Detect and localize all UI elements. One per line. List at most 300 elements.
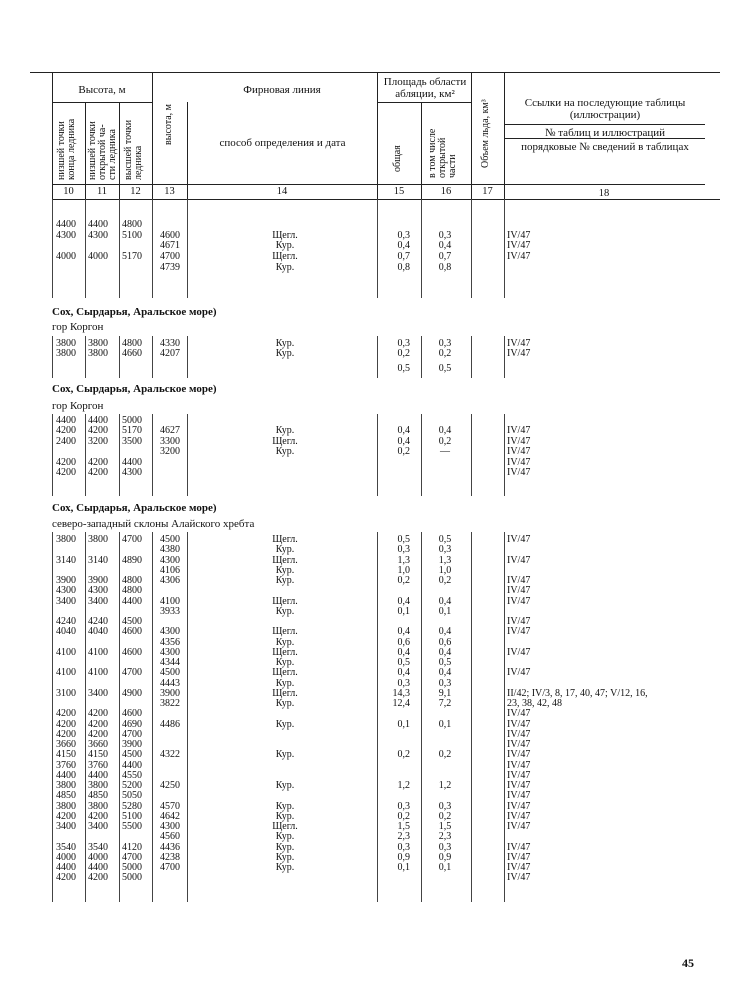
cell-d: 4600 [160, 230, 180, 241]
cell-d: 4330 [160, 338, 180, 349]
cell-e: Кур. [275, 544, 295, 556]
table-row [0, 761, 729, 771]
cell-c: 4800 [122, 585, 142, 597]
cell-d: 4106 [160, 564, 180, 576]
cell-e: Щегл. [272, 251, 298, 262]
cell-g: 1,2 [438, 780, 452, 791]
hdr-vl-5 [187, 102, 188, 199]
cell-b: 4400 [88, 219, 108, 230]
table-row [0, 822, 729, 832]
cell-c: 5000 [122, 862, 142, 873]
cell-c: 5000 [122, 872, 142, 884]
cell-a: 4200 [56, 728, 76, 740]
table-row [0, 576, 729, 586]
table-row [0, 853, 729, 863]
cell-h: IV/47 [507, 251, 531, 262]
cell-d: 4642 [160, 810, 180, 822]
cell-g: 1,3 [438, 554, 452, 566]
cell-e: Кур. [275, 698, 295, 709]
colnum-16: 16 [440, 186, 452, 197]
cell-f: 0,4 [397, 646, 410, 658]
cell-b: 4000 [88, 851, 108, 863]
header-firn: Фирновая линия [243, 84, 321, 96]
cell-h: IV/47 [507, 585, 531, 597]
cell-d: 3200 [160, 446, 180, 458]
header-col15: общая [392, 145, 403, 172]
cell-e: Кур. [275, 862, 295, 873]
cell-f: 14,3 [392, 687, 410, 699]
cell-h: IV/47 [507, 851, 531, 863]
cell-b: 4240 [88, 616, 108, 627]
cell-b: 4400 [88, 862, 108, 873]
cell-h: IV/47 [507, 718, 531, 730]
cell-b: 3800 [88, 800, 108, 812]
cell-a: 4300 [56, 230, 76, 241]
cell-h: IV/47 [507, 575, 531, 586]
cell-a: 4200 [56, 872, 76, 884]
cell-b: 4100 [88, 646, 108, 658]
cell-g: 0,4 [438, 646, 452, 658]
cell-h: IV/47 [507, 708, 531, 720]
cell-f: 2,3 [397, 831, 410, 843]
cell-f: 0,3 [397, 544, 410, 556]
cell-g: 7,2 [438, 698, 452, 709]
cell-a: 4200 [56, 718, 76, 730]
cell-f: 0,2 [397, 348, 410, 359]
header-method: способ определения и дата [219, 137, 346, 149]
table-row [0, 873, 729, 883]
table-row [0, 843, 729, 853]
cell-c: 5100 [122, 810, 142, 822]
cell-b: 3400 [88, 595, 108, 607]
cell-c: 5170 [122, 425, 142, 437]
colnum-12: 12 [130, 186, 141, 197]
cell-e: Щегл. [272, 687, 298, 699]
table-row [0, 566, 729, 576]
cell-e: Щегл. [272, 554, 298, 566]
cell-f: 1,2 [397, 780, 410, 791]
cell-a: 3900 [56, 575, 76, 586]
cell-g: 0,7 [438, 251, 452, 262]
cell-b: 3900 [88, 575, 108, 586]
cell-f: 0,6 [397, 636, 410, 648]
cell-c: 4800 [122, 575, 142, 586]
cell-g: 0,5 [438, 657, 452, 668]
table-row [0, 364, 729, 374]
cell-e: Кур. [275, 338, 295, 349]
cell-f: 0,4 [397, 626, 410, 638]
cell-h: IV/47 [507, 800, 531, 812]
table-row [0, 720, 729, 730]
cell-a: 3800 [56, 338, 76, 349]
cell-e: Кур. [275, 636, 295, 648]
cell-a: 4400 [56, 862, 76, 873]
cell-g: 0,2 [438, 348, 452, 359]
cell-f: 0,1 [397, 605, 410, 617]
cell-g: 2,3 [438, 831, 452, 843]
cell-h: IV/47 [507, 739, 531, 750]
table-row [0, 658, 729, 668]
cell-e: Щегл. [272, 534, 298, 545]
cell-b: 4300 [88, 585, 108, 597]
cell-g: 0,3 [438, 841, 452, 853]
cell-e: Щегл. [272, 230, 298, 241]
table-row [0, 771, 729, 781]
cell-f: 0,5 [397, 534, 410, 545]
cell-b: 4040 [88, 626, 108, 638]
cell-b: 3760 [88, 759, 108, 771]
cell-d: 4486 [160, 718, 180, 730]
cell-d: 4500 [160, 667, 180, 679]
table-row [0, 740, 729, 750]
cell-c: 4600 [122, 626, 142, 638]
header-area: Площадь области абляции, км² [383, 76, 467, 100]
cell-d: 3933 [160, 605, 180, 617]
cell-d: 4322 [160, 749, 180, 761]
table-row [0, 812, 729, 822]
cell-a: 4240 [56, 616, 76, 627]
table-row [0, 689, 729, 699]
cell-d: 4300 [160, 821, 180, 832]
cell-f: 0,4 [397, 240, 410, 251]
cell-a: 4200 [56, 456, 76, 468]
cell-d: 4700 [160, 251, 180, 262]
table-row [0, 617, 729, 627]
cell-d: 4443 [160, 677, 180, 689]
cell-b: 3800 [88, 780, 108, 791]
cell-c: 4550 [122, 769, 142, 781]
cell-e: Щегл. [272, 821, 298, 832]
table-row [0, 468, 729, 478]
cell-b: 4200 [88, 810, 108, 822]
cell-c: 5200 [122, 780, 142, 791]
cell-g: 0,2 [438, 435, 452, 447]
table-row [0, 781, 729, 791]
cell-b: 3400 [88, 821, 108, 832]
table-row [0, 437, 729, 447]
cell-b: 4850 [88, 790, 108, 802]
cell-e: Щегл. [272, 626, 298, 638]
cell-f: 0,4 [397, 425, 410, 437]
cell-c: 4800 [122, 338, 142, 349]
header-col13: высота, м [163, 103, 174, 145]
cell-a: 3660 [56, 739, 76, 750]
cell-c: 4400 [122, 456, 142, 468]
cell-h: IV/47 [507, 626, 531, 638]
cell-h: IV/47 [507, 821, 531, 832]
cell-g: 0,9 [438, 851, 452, 863]
section-2-title: Сох, Сырдарья, Аральское море) [52, 383, 217, 395]
cell-d: 4300 [160, 646, 180, 658]
cell-g: 0,4 [438, 626, 452, 638]
cell-f: 0,4 [397, 435, 410, 447]
header-refs-order: порядковые № сведений в таблицах [521, 141, 689, 153]
cell-h: IV/47 [507, 841, 531, 853]
cell-c: 5500 [122, 821, 142, 832]
table-row [0, 648, 729, 658]
hdr-vl-9 [504, 72, 505, 199]
cell-b: 4400 [88, 769, 108, 781]
cell-g: 0,4 [438, 240, 452, 251]
cell-f: 1,3 [397, 554, 410, 566]
cell-c: 4400 [122, 759, 142, 771]
colnum-14: 14 [276, 186, 288, 197]
cell-h: IV/47 [507, 749, 531, 761]
cell-f: 0,3 [397, 230, 410, 241]
cell-a: 4300 [56, 585, 76, 597]
cell-c: 4500 [122, 749, 142, 761]
cell-h: IV/47 [507, 348, 531, 359]
cell-f: 1,0 [397, 564, 410, 576]
cell-a: 4200 [56, 467, 76, 478]
cell-g: 0,8 [438, 262, 452, 273]
cell-h: IV/47 [507, 780, 531, 791]
cell-d: 4627 [160, 425, 180, 437]
cell-h: IV/47 [507, 240, 531, 251]
cell-a: 4100 [56, 646, 76, 658]
cell-c: 5280 [122, 800, 142, 812]
cell-f: 0,3 [397, 338, 410, 349]
cell-e: Кур. [275, 657, 295, 668]
table-row [0, 679, 729, 689]
hdr-vl-2 [85, 102, 86, 199]
cell-e: Кур. [275, 446, 295, 458]
cell-e: Кур. [275, 605, 295, 617]
cell-f: 0,8 [397, 262, 410, 273]
cell-b: 4000 [88, 251, 108, 262]
cell-c: 4600 [122, 646, 142, 658]
cell-h: IV/47 [507, 616, 531, 627]
cell-e: Кур. [275, 425, 295, 437]
table-row [0, 638, 729, 648]
cell-g: 0,1 [438, 718, 452, 730]
top-rule [30, 72, 720, 73]
cell-b: 4200 [88, 456, 108, 468]
section-1-subtitle: гор Коргон [52, 321, 104, 333]
cell-a: 3800 [56, 534, 76, 545]
table-row [0, 607, 729, 617]
cell-b: 3200 [88, 435, 108, 447]
cell-b: 4200 [88, 872, 108, 884]
cell-f: 0,5 [397, 363, 410, 374]
cell-e: Кур. [275, 841, 295, 853]
cell-f: 0,2 [397, 575, 410, 586]
hdr-vl-8 [471, 72, 472, 199]
cell-h: IV/47 [507, 646, 531, 658]
cell-e: Кур. [275, 718, 295, 730]
table-row [0, 668, 729, 678]
header-col16: в том числе открытой части [427, 128, 458, 178]
cell-h: II/42; IV/3, 8, 17, 40, 47; V/12, 16, [507, 687, 648, 699]
section-3-title: Сох, Сырдарья, Аральское море) [52, 502, 217, 514]
cell-g: 0,2 [438, 575, 452, 586]
colnum-11: 11 [96, 186, 108, 197]
cell-c: 4690 [122, 718, 142, 730]
colnum-18: 18 [598, 188, 610, 199]
cell-a: 4400 [56, 769, 76, 781]
cell-b: 4200 [88, 467, 108, 478]
cell-f: 0,1 [397, 718, 410, 730]
cell-e: Кур. [275, 564, 295, 576]
table-row [0, 597, 729, 607]
colnum-10: 10 [63, 186, 74, 197]
header-col17: Объем льда, км³ [480, 99, 491, 168]
cell-c: 4700 [122, 534, 142, 545]
cell-f: 1,5 [397, 821, 410, 832]
cell-h: IV/47 [507, 435, 531, 447]
table-row [0, 426, 729, 436]
cell-d: 4700 [160, 862, 180, 873]
cell-h: IV/47 [507, 862, 531, 873]
cell-c: 4500 [122, 616, 142, 627]
table-row [0, 349, 729, 359]
cell-c: 4600 [122, 708, 142, 720]
table-row [0, 263, 729, 273]
cell-e: Кур. [275, 348, 295, 359]
table-row [0, 458, 729, 468]
cell-g: 0,3 [438, 338, 452, 349]
cell-g: 1,0 [438, 564, 452, 576]
cell-a: 4200 [56, 810, 76, 822]
table-row [0, 535, 729, 545]
header-col12: высшей точки ледника [123, 119, 144, 180]
table-row [0, 791, 729, 801]
cell-g: 0,3 [438, 544, 452, 556]
cell-h: IV/47 [507, 425, 531, 437]
table-row [0, 339, 729, 349]
hdr-vl-6 [377, 72, 378, 199]
cell-d: 4344 [160, 657, 180, 668]
cell-f: 0,3 [397, 800, 410, 812]
cell-f: 0,4 [397, 667, 410, 679]
cell-a: 3800 [56, 780, 76, 791]
cell-e: Кур. [275, 831, 295, 843]
cell-b: 4200 [88, 718, 108, 730]
cell-g: — [440, 446, 450, 458]
cell-g: 0,1 [438, 862, 452, 873]
colnum-15: 15 [393, 186, 405, 197]
cell-g: 0,1 [438, 605, 452, 617]
cell-h: IV/47 [507, 759, 531, 771]
header-col11: низшей точки открытой ча- сти ледника [87, 121, 118, 180]
cell-e: Щегл. [272, 435, 298, 447]
cell-d: 4671 [160, 240, 180, 251]
table-row [0, 556, 729, 566]
cell-f: 0,3 [397, 841, 410, 853]
cell-c: 4800 [122, 219, 142, 230]
cell-c: 4900 [122, 687, 142, 699]
cell-e: Кур. [275, 240, 295, 251]
cell-d: 3822 [160, 698, 180, 709]
table-row [0, 863, 729, 873]
cell-d: 4560 [160, 831, 180, 843]
cell-a: 4000 [56, 851, 76, 863]
cell-g: 0,4 [438, 667, 452, 679]
cell-b: 3400 [88, 687, 108, 699]
cell-a: 4040 [56, 626, 76, 638]
table-row [0, 447, 729, 457]
cell-h: IV/47 [507, 667, 531, 679]
header-col10: низшей точки конца ледника [56, 118, 77, 180]
cell-b: 3800 [88, 534, 108, 545]
cell-h: IV/47 [507, 872, 531, 884]
cell-d: 4100 [160, 595, 180, 607]
hdr-vl-3 [119, 102, 120, 199]
header-refs-main: Ссылки на последующие таблицы (иллюстрации) [524, 97, 686, 121]
table-row [0, 627, 729, 637]
cell-c: 4300 [122, 467, 142, 478]
cell-c: 4700 [122, 728, 142, 740]
table-row [0, 545, 729, 555]
cell-d: 4250 [160, 780, 180, 791]
cell-f: 0,9 [397, 851, 410, 863]
cell-d: 3900 [160, 687, 180, 699]
cell-b: 4400 [88, 415, 108, 426]
cell-d: 4306 [160, 575, 180, 586]
cell-h: IV/47 [507, 554, 531, 566]
cell-d: 4739 [160, 262, 180, 273]
cell-b: 4200 [88, 425, 108, 437]
cell-d: 4300 [160, 554, 180, 566]
cell-g: 0,3 [438, 800, 452, 812]
cell-d: 4380 [160, 544, 180, 556]
cell-e: Щегл. [272, 646, 298, 658]
cell-c: 4400 [122, 595, 142, 607]
table-row [0, 241, 729, 251]
cell-a: 3140 [56, 554, 76, 566]
cell-d: 4570 [160, 800, 180, 812]
cell-a: 3760 [56, 759, 76, 771]
cell-b: 3660 [88, 739, 108, 750]
cell-b: 3800 [88, 338, 108, 349]
cell-e: Кур. [275, 262, 295, 273]
table-row [0, 802, 729, 812]
cell-f: 0,2 [397, 810, 410, 822]
cell-c: 4660 [122, 348, 142, 359]
cell-e: Кур. [275, 749, 295, 761]
hdr-vl-4 [152, 72, 153, 199]
cell-h: IV/47 [507, 338, 531, 349]
cell-a: 3800 [56, 800, 76, 812]
cell-a: 2400 [56, 435, 76, 447]
table-row [0, 832, 729, 842]
cell-c: 5000 [122, 415, 142, 426]
cell-c: 4120 [122, 841, 142, 853]
cell-a: 4100 [56, 667, 76, 679]
cell-b: 4300 [88, 230, 108, 241]
cell-f: 0,5 [397, 657, 410, 668]
section-1-title: Сох, Сырдарья, Аральское море) [52, 306, 217, 318]
cell-h: IV/47 [507, 534, 531, 545]
cell-b: 3540 [88, 841, 108, 853]
cell-h: IV/47 [507, 467, 531, 478]
cell-g: 9,1 [438, 687, 452, 699]
colnum-17: 17 [482, 186, 493, 197]
cell-e: Кур. [275, 851, 295, 863]
cell-d: 4300 [160, 626, 180, 638]
cell-b: 4200 [88, 708, 108, 720]
table-row [0, 586, 729, 596]
hdr-vl-7 [421, 102, 422, 199]
table-row [0, 220, 729, 230]
header-refs-tables: № таблиц и иллюстраций [545, 127, 665, 139]
section-3-subtitle: северо-западный склоны Алайского хребта [52, 518, 255, 530]
cell-c: 5100 [122, 230, 142, 241]
cell-a: 3400 [56, 821, 76, 832]
cell-a: 3800 [56, 348, 76, 359]
table-row [0, 699, 729, 709]
cell-d: 4356 [160, 636, 180, 648]
